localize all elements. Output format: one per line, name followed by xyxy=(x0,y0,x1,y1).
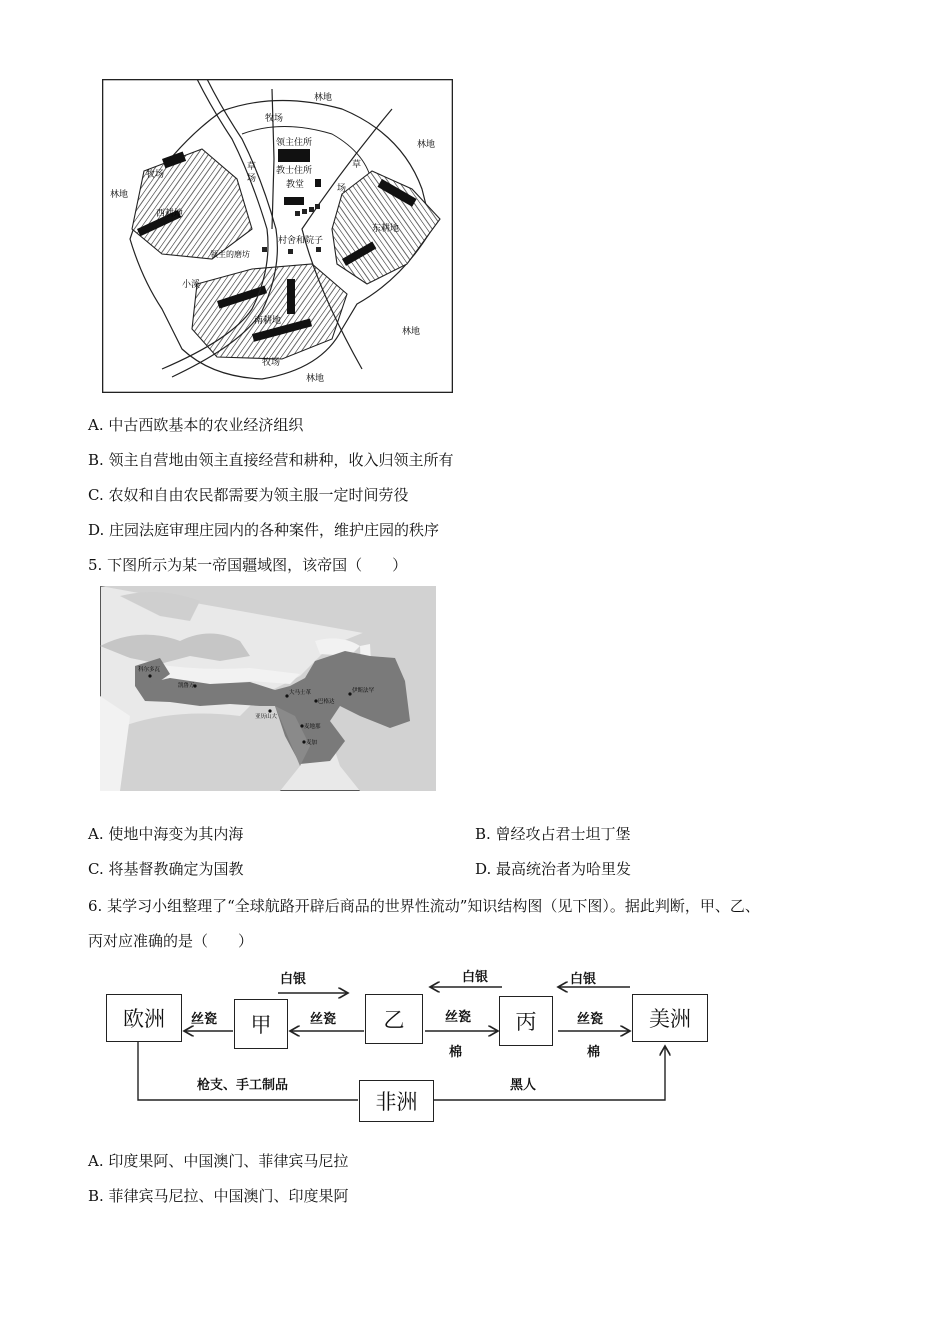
label-silver-1: 白银 xyxy=(280,972,307,987)
mill-label: 领主的磨坊 xyxy=(210,250,250,259)
q5-option-a: A. 使地中海变为其内海 xyxy=(88,825,244,843)
q6-stem-line-2: 丙对应准确的是（ ） xyxy=(88,932,254,950)
forest-label-southeast: 林地 xyxy=(402,327,421,337)
q6-option-b: B. 菲律宾马尼拉、中国澳门、印度果阿 xyxy=(88,1187,349,1205)
q4-option-b: B. 领主自营地由领主直接经营和耕种，收入归领主所有 xyxy=(88,451,454,469)
q6-option-a: A. 印度果阿、中国澳门、菲律宾马尼拉 xyxy=(88,1152,349,1170)
q5-stem: 5. 下图所示为某一帝国疆域图，该帝国（ ） xyxy=(88,556,408,574)
meadow-label-3: 草 xyxy=(352,160,362,170)
pasture-label-top: 牧场 xyxy=(265,114,284,124)
city-alexandria: 亚历山大 xyxy=(255,714,278,720)
pasture-label-south: 牧场 xyxy=(262,358,281,368)
city-kairouan: 凯鲁万 xyxy=(178,683,195,689)
label-silk-porcelain-2: 丝瓷 xyxy=(310,1012,337,1027)
label-cotton-1: 棉 xyxy=(449,1045,463,1060)
forest-label-top: 林地 xyxy=(314,93,333,103)
label-silver-2: 白银 xyxy=(462,970,489,985)
meadow-label-2: 场 xyxy=(247,174,257,184)
label-guns-goods: 枪支、手工制品 xyxy=(197,1078,289,1093)
city-mecca: 麦加 xyxy=(306,740,318,746)
box-jia: 甲 xyxy=(234,999,288,1049)
box-europe: 欧洲 xyxy=(106,994,182,1042)
city-cordoba: 科尔多瓦 xyxy=(138,667,161,673)
forest-label-east: 林地 xyxy=(417,140,436,150)
manor-map xyxy=(102,79,453,393)
city-medina: 麦地那 xyxy=(304,724,321,730)
box-america: 美洲 xyxy=(632,994,708,1042)
box-bing: 丙 xyxy=(499,996,553,1046)
empire-map xyxy=(100,586,436,791)
q5-option-c: C. 将基督教确定为国教 xyxy=(88,860,244,878)
brook-label: 小溪 xyxy=(182,280,201,290)
q5-option-d: D. 最高统治者为哈里发 xyxy=(475,860,632,878)
church-label: 教堂 xyxy=(286,180,305,190)
cottages-label: 村舍和院子 xyxy=(278,236,324,246)
city-isfahan: 伊斯法罕 xyxy=(352,688,375,694)
meadow-label-1: 草 xyxy=(247,162,257,172)
label-cotton-2: 棉 xyxy=(587,1045,601,1060)
trade-flow-diagram xyxy=(100,962,720,1132)
forest-label-bottom: 林地 xyxy=(306,374,325,384)
q4-option-c: C. 农奴和自由农民都需要为领主服一定时间劳役 xyxy=(88,486,409,504)
city-damascus: 大马士革 xyxy=(289,690,312,696)
east-field-label: 东耕地 xyxy=(372,224,400,234)
priest-house-label: 教士住所 xyxy=(276,166,313,176)
q6-stem-line-1: 6. 某学习小组整理了“全球航路开辟后商品的世界性流动”知识结构图（见下图）。据此判断，甲、乙、 xyxy=(88,897,760,915)
box-africa: 非洲 xyxy=(359,1080,434,1122)
q4-option-a: A. 中古西欧基本的农业经济组织 xyxy=(88,416,304,434)
city-baghdad: 巴格达 xyxy=(318,699,335,705)
forest-label-west: 林地 xyxy=(110,190,129,200)
west-field-label: 西耕地 xyxy=(156,209,184,219)
q5-option-b: B. 曾经攻占君士坦丁堡 xyxy=(475,825,631,843)
meadow-label-4: 场 xyxy=(337,184,347,194)
lord-house-label: 领主住所 xyxy=(276,138,313,148)
box-yi: 乙 xyxy=(365,994,423,1044)
label-silver-3: 白银 xyxy=(570,972,597,987)
pasture-label-west: 牧场 xyxy=(146,170,165,180)
label-silk-porcelain-3: 丝瓷 xyxy=(445,1010,472,1025)
q4-option-d: D. 庄园法庭审理庄园内的各种案件，维护庄园的秩序 xyxy=(88,521,440,539)
label-silk-porcelain-1: 丝瓷 xyxy=(191,1012,218,1027)
label-black-people: 黑人 xyxy=(510,1078,537,1093)
label-silk-porcelain-4: 丝瓷 xyxy=(577,1012,604,1027)
south-field-label: 南耕地 xyxy=(254,316,282,326)
